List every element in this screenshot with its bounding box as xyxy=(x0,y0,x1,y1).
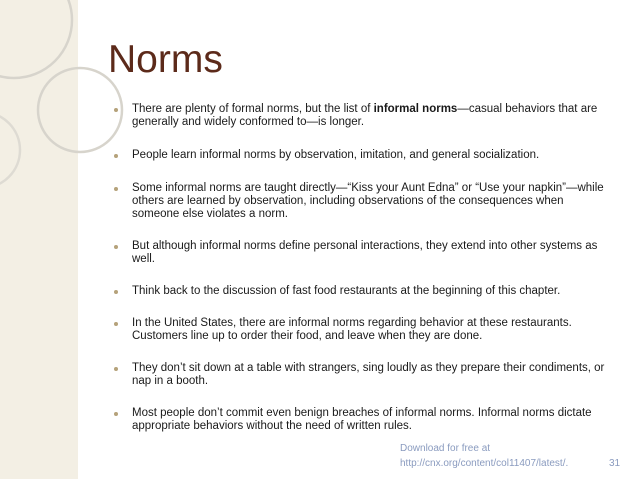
footer-download-link[interactable] xyxy=(400,441,568,471)
bullet-text: In the United States, there are informal norms regarding behavior at these restaurants. Customers line up to order their food, and leave when they are done. xyxy=(132,317,572,342)
bullet-text: People learn informal norms by observation, imitation, and general socialization. xyxy=(132,149,540,161)
bullet-text: Some informal norms are taught directly—“Kiss your Aunt Edna” or “Use your napkin”—while others are learned by observation, including observations of the consequences when someone else violates a norm. xyxy=(132,182,604,220)
bullet-item xyxy=(114,240,612,266)
bullet-text: But although informal norms define personal interactions, they extend into other systems as well. xyxy=(132,240,598,265)
bullet-dot-icon xyxy=(114,187,118,191)
bullet-item xyxy=(114,285,612,298)
bullet-text: There are plenty of formal norms, but the list of informal norms—casual behaviors that are generally and widely conformed to—is longer. xyxy=(132,103,598,128)
bullet-text: Think back to the discussion of fast food restaurants at the beginning of this chapter. xyxy=(132,285,561,297)
deco-circle-small xyxy=(0,112,20,188)
bullet-item xyxy=(114,362,612,388)
bullet-item xyxy=(114,182,612,221)
bullet-list xyxy=(114,103,612,433)
bullet-dot-icon xyxy=(114,367,118,371)
bullet-item xyxy=(114,407,612,433)
footer-line-1: Download for free at xyxy=(400,443,491,454)
bullet-dot-icon xyxy=(114,108,118,112)
bullet-text: They don’t sit down at a table with strangers, sing loudly as they prepare their condiments, or nap in a booth. xyxy=(132,362,605,387)
bullet-item xyxy=(114,103,612,129)
bullet-item xyxy=(114,149,612,162)
bullet-text: Most people don’t commit even benign breaches of informal norms. Informal norms dictate appropriate behaviors without the need of written rules. xyxy=(132,407,592,432)
deco-circle-large xyxy=(0,0,72,78)
bullet-dot-icon xyxy=(114,245,118,249)
bold-term: informal norms xyxy=(373,103,458,115)
page-number: 31 xyxy=(609,458,621,469)
bullet-item xyxy=(114,317,612,343)
footer-line-2: http://cnx.org/content/col11407/latest/. xyxy=(400,458,569,469)
bullet-dot-icon xyxy=(114,322,118,326)
bullet-dot-icon xyxy=(114,154,118,158)
slide-title: Norms xyxy=(108,38,223,81)
bullet-dot-icon xyxy=(114,412,118,416)
bullet-dot-icon xyxy=(114,290,118,294)
